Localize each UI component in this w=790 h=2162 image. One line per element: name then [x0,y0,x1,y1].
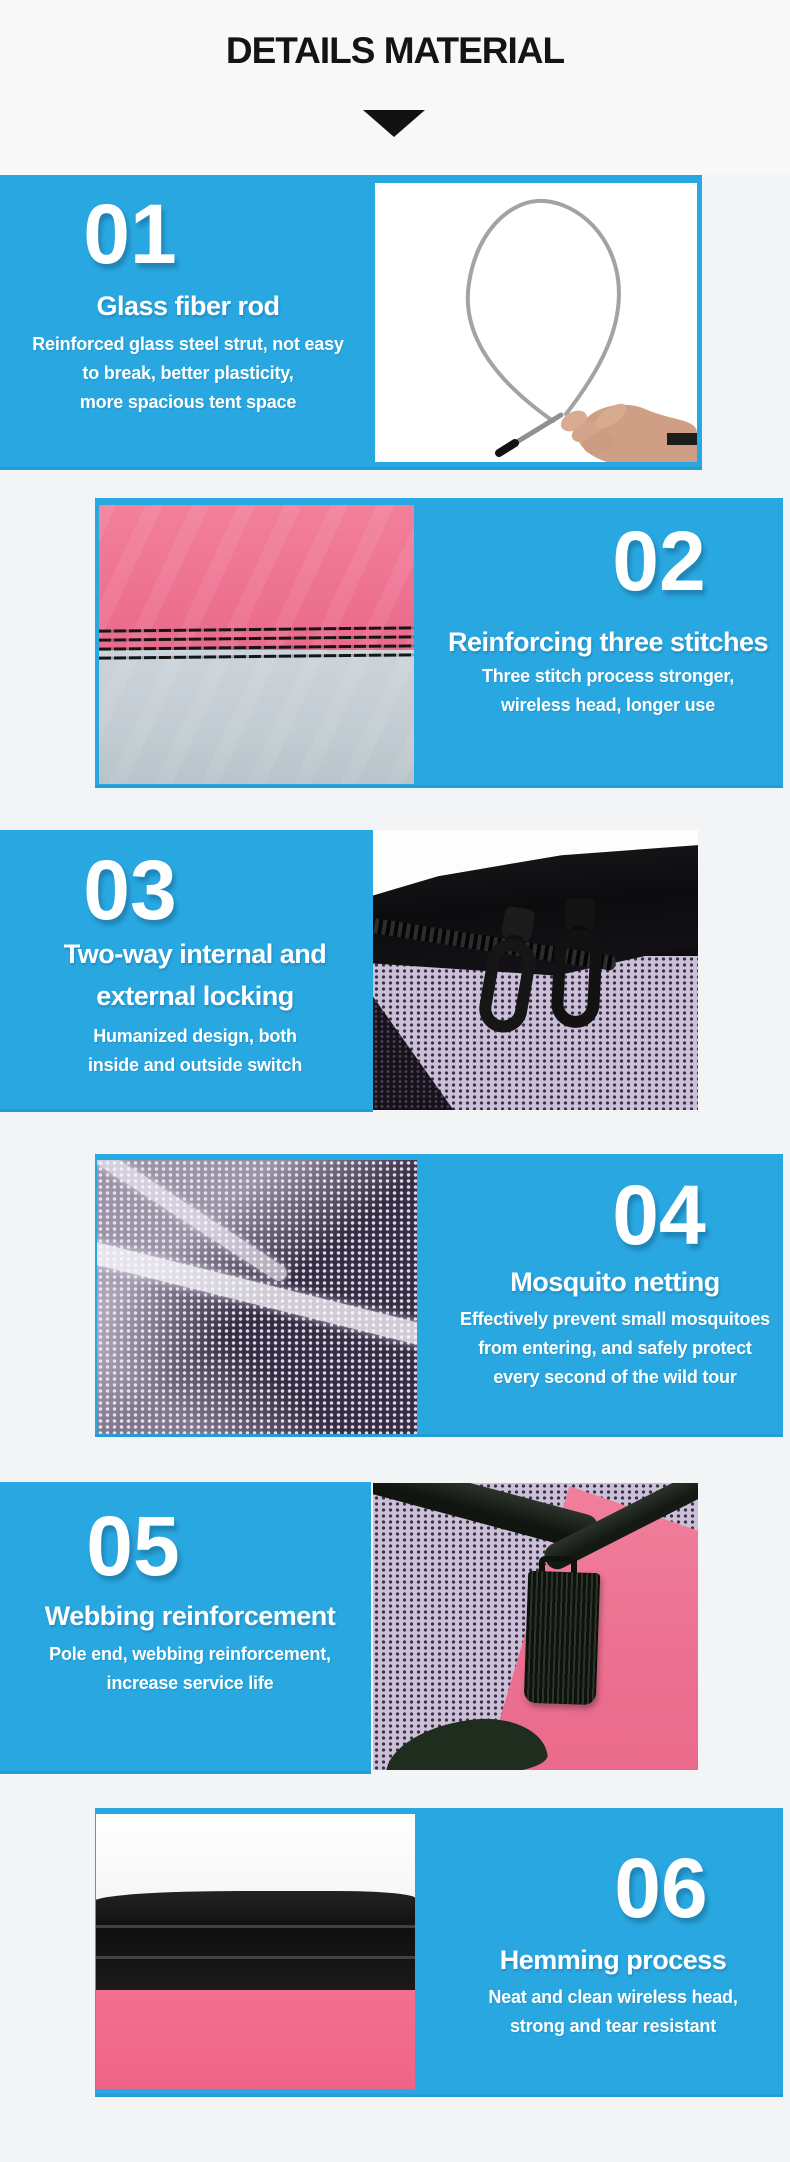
description-line: increase service life [106,1673,274,1693]
description-line: strong and tear resistant [509,2016,717,2036]
title-line: Glass fiber rod [96,291,280,321]
zipper-pulls-illustration [373,830,698,1110]
rod-loop [468,201,619,421]
triangle-down-icon [363,110,425,137]
description-line: Humanized design, both [93,1026,297,1046]
section-01-title [0,285,376,327]
section-06-description [438,1983,788,2041]
title-line: Hemming process [499,1945,727,1975]
title-line: external locking [96,981,294,1011]
wristband [667,433,697,445]
hem-seam [96,1925,415,1928]
hem-seam [96,1956,415,1959]
section-02-title [433,621,783,663]
header-band [0,0,790,175]
section-05-description [5,1640,375,1698]
description-line: from entering, and safely protect [478,1338,752,1358]
description-line: every second of the wild tour [493,1367,737,1387]
zipper-pull-icon [482,905,538,1029]
section-02-description [433,662,783,720]
section-01-description [0,330,376,417]
glass-fiber-rod-illustration [375,183,697,462]
description-line: more spacious tent space [79,392,297,412]
description-line: Pole end, webbing reinforcement, [49,1644,331,1664]
double-zipper-image [373,830,698,1110]
glass-fiber-rod-image [375,183,697,462]
description-line: inside and outside switch [87,1055,303,1075]
description-line: Three stitch process stronger, [481,666,735,686]
zipper-pull-icon [557,897,599,1023]
section-05-number: 05 [86,1499,180,1593]
section-04-title [430,1261,790,1303]
webbing-vertical-strap [523,1571,599,1705]
title-line: Webbing reinforcement [44,1601,336,1631]
section-04-number: 04 [612,1168,706,1262]
black-hem-band [96,1891,415,1990]
description-line: Effectively prevent small mosquitoes [460,1309,770,1329]
webbing-reinforcement-image [373,1483,698,1770]
title-line: Mosquito netting [510,1267,720,1297]
hemming-process-image [96,1814,415,2089]
white-fabric [96,1814,415,1899]
description-line: Reinforced glass steel strut, not easy [32,334,344,354]
description-line: to break, better plasticity, [82,363,294,383]
three-stitch-fabric-image [99,505,414,784]
section-03-title [10,933,380,1017]
section-05-title [5,1595,375,1637]
section-04-description [430,1305,790,1392]
section-03-number: 03 [83,843,177,937]
page-title: DETAILS MATERIAL [225,30,565,71]
description-line: Neat and clean wireless head, [488,1987,738,2007]
title-line: Reinforcing three stitches [447,627,769,657]
title-line: Two-way internal and [63,939,327,969]
section-06-title [438,1939,788,1981]
section-01-number: 01 [83,187,177,281]
section-06-number: 06 [614,1841,708,1935]
section-03-description [10,1022,380,1080]
pink-fabric [96,1990,415,2089]
description-line: wireless head, longer use [500,695,716,715]
section-02-number: 02 [612,514,706,608]
rod-tip [499,443,515,453]
mesh-netting-image [97,1160,417,1434]
